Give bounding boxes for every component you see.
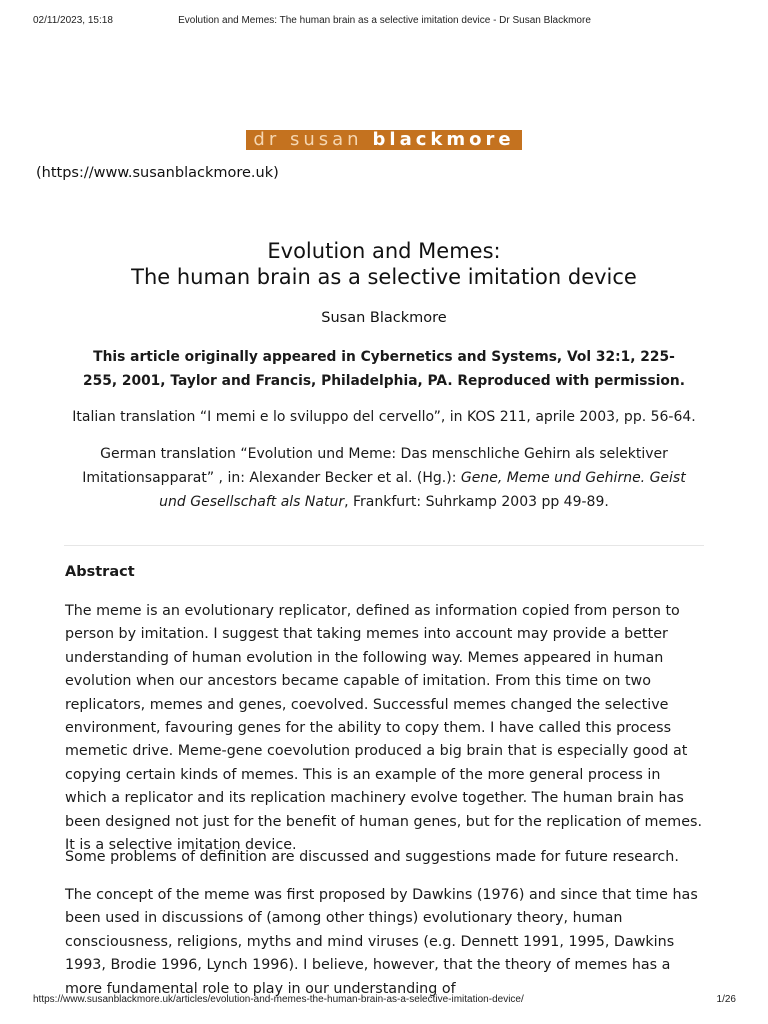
page-number: 1/26: [716, 994, 736, 1005]
print-datetime: 02/11/2023, 15:18: [33, 15, 113, 26]
german-translation-book-title: Gene, Meme und Gehirne. Geist und Gesellschaft als Natur: [159, 470, 686, 510]
site-logo[interactable]: [246, 130, 522, 150]
article-title-line-1: Evolution and Memes:: [267, 239, 501, 263]
site-url-link[interactable]: (https://www.susanblackmore.uk): [36, 165, 279, 181]
article-title: [60, 238, 708, 290]
german-translation-suffix: , Frankfurt: Suhrkamp 2003 pp 49-89.: [344, 494, 609, 510]
article-title-line-2: The human brain as a selective imitation device: [131, 265, 637, 289]
italian-translation-note: Italian translation “I memi e lo sviluppo del cervello”, in KOS 211, aprile 2003, pp. 56-64.: [72, 409, 696, 425]
logo-light-text: dr susan: [253, 130, 363, 150]
original-publication-note: This article originally appeared in Cybernetics and Systems, Vol 32:1, 225-255, 2001, Taylor and Francis, Philadelphia, PA. Reproduced with permission.: [83, 349, 685, 389]
logo-bold-text: blackmore: [372, 130, 515, 150]
abstract-paragraph-1: The meme is an evolutionary replicator, defined as information copied from person to person by imitation. I suggest that taking memes into account may provide a better understanding of human evolution in the following way. Memes appeared in human evolution when our ancestors became capable of imitation. From this time on two replicators, memes and genes, coevolved. Successful memes changed the selective environment, favouring genes for the ability to copy them. I have called this process memetic drive. Meme-gene coevolution produced a big brain that is especially good at copying certain kinds of memes. This is an example of the more general process in which a replicator and its replication machinery evolve together. The human brain has been designed not just for the benefit of human genes, but for the replication of memes. It is a selective imitation device.: [65, 603, 703, 854]
print-page-title: Evolution and Memes: The human brain as a selective imitation device - Dr Susan Blackmore: [178, 15, 591, 26]
body-paragraph-1: The concept of the meme was first proposed by Dawkins (1976) and since that time has been used in discussions of (among other things) evolutionary theory, human consciousness, religions, myths and mind viruses (e.g. Dennett 1991, 1995, Dawkins 1993, Brodie 1996, Lynch 1996). I believe, however, that the theory of memes has a more fundamental role to play in our understanding of: [65, 887, 698, 997]
abstract-paragraph-2: Some problems of definition are discussed and suggestions made for future research.: [65, 849, 679, 865]
print-header: [33, 15, 736, 29]
article-author: Susan Blackmore: [321, 310, 447, 326]
print-footer-url: https://www.susanblackmore.uk/articles/evolution-and-memes-the-human-brain-as-a-selective-imitation-device/: [33, 994, 524, 1005]
german-translation-prefix: German translation “Evolution und Meme: Das menschliche Gehirn als selektiver Imitationsapparat” , in: Alexander Becker et al. (Hg.):: [82, 446, 668, 486]
german-translation-note: [80, 442, 688, 514]
print-footer: [33, 994, 736, 1008]
abstract-heading: Abstract: [65, 564, 135, 580]
section-divider: [64, 545, 704, 546]
